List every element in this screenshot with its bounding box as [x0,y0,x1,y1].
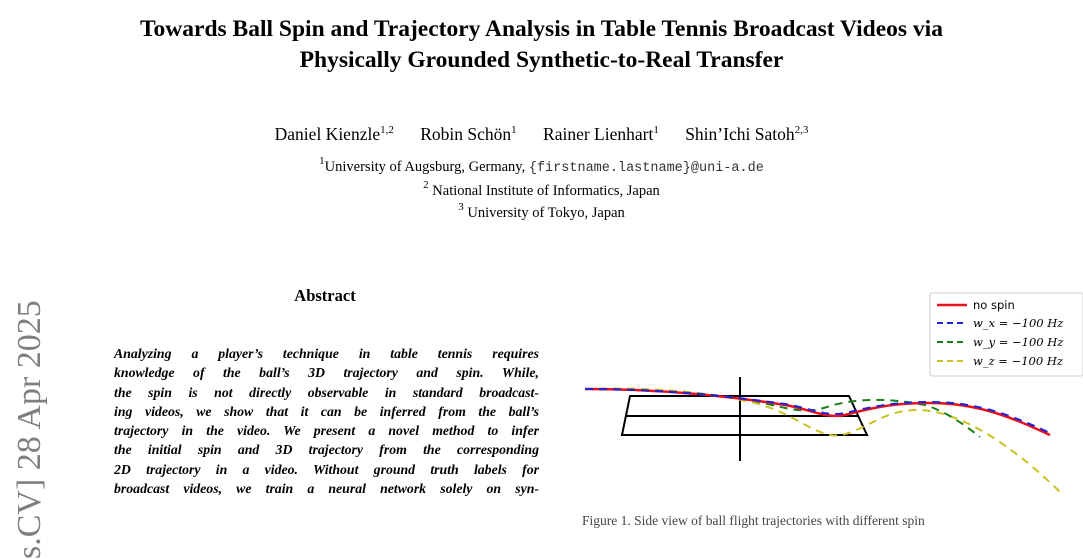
abstract-heading: Abstract [294,286,356,305]
title-line-2: Physically Grounded Synthetic-to-Real Transfer [299,47,784,73]
arxiv-stamp: s.CV] 28 Apr 2025 [11,300,48,559]
abstract-body [114,344,539,498]
author-2: Robin Schön$^1$ [420,124,517,144]
abstract-line: knowledge of the ball’s 3D trajectory and spin. While, [114,365,539,381]
author-4: Shin’Ichi Satoh$^{2,3}$ [685,124,809,144]
trajectory-wz [585,389,1060,492]
legend-label-wz: w_z = −100 Hz [973,354,1063,368]
abstract-line: the initial spin and 3D trajectory from the corresponding [114,442,539,458]
trajectory-diagram [585,285,1083,532]
legend-label-wy: w_y = −100 Hz [973,335,1064,349]
abstract-line: the spin is not directly observable in standard broadcast- [114,384,539,400]
abstract-line: broadcast videos, we train a neural network solely on syn- [114,481,539,497]
title-line-1: Towards Ball Spin and Trajectory Analysis in Table Tennis Broadcast Videos via [140,16,943,42]
author-3: Rainer Lienhart$^1$ [543,124,659,144]
paper-title [0,14,1083,76]
abstract-line: ing videos, we show that it can be inferred from the ball’s [114,403,539,419]
affiliation-3: $^3$ University of Tokyo, Japan [458,201,625,221]
figure-caption: Figure 1. Side view of ball flight trajectories with different spin [582,513,925,528]
affiliation-1: $^1$University of Augsburg, Germany, {firstname.lastname}@uni-a.de [319,155,764,176]
chart-legend [930,293,1083,376]
abstract-line: 2D trajectory in a video. Without ground truth labels for [114,461,539,477]
affiliation-2: $^2$ National Institute of Informatics, Japan [423,179,660,199]
email-address: {firstname.lastname}@uni-a.de [528,161,764,176]
abstract-line: trajectory in the video. We present a novel method to infer [114,423,539,439]
legend-label-no-spin: no spin [973,298,1015,312]
abstract-line: Analyzing a player’s technique in table tennis requires [114,346,539,361]
author-1: Daniel Kienzle$^{1,2}$ [274,124,394,144]
author-list [0,124,1083,145]
trajectory-figure [585,285,1083,532]
affiliations [0,156,1083,224]
legend-label-wx: w_x = −100 Hz [973,316,1064,330]
